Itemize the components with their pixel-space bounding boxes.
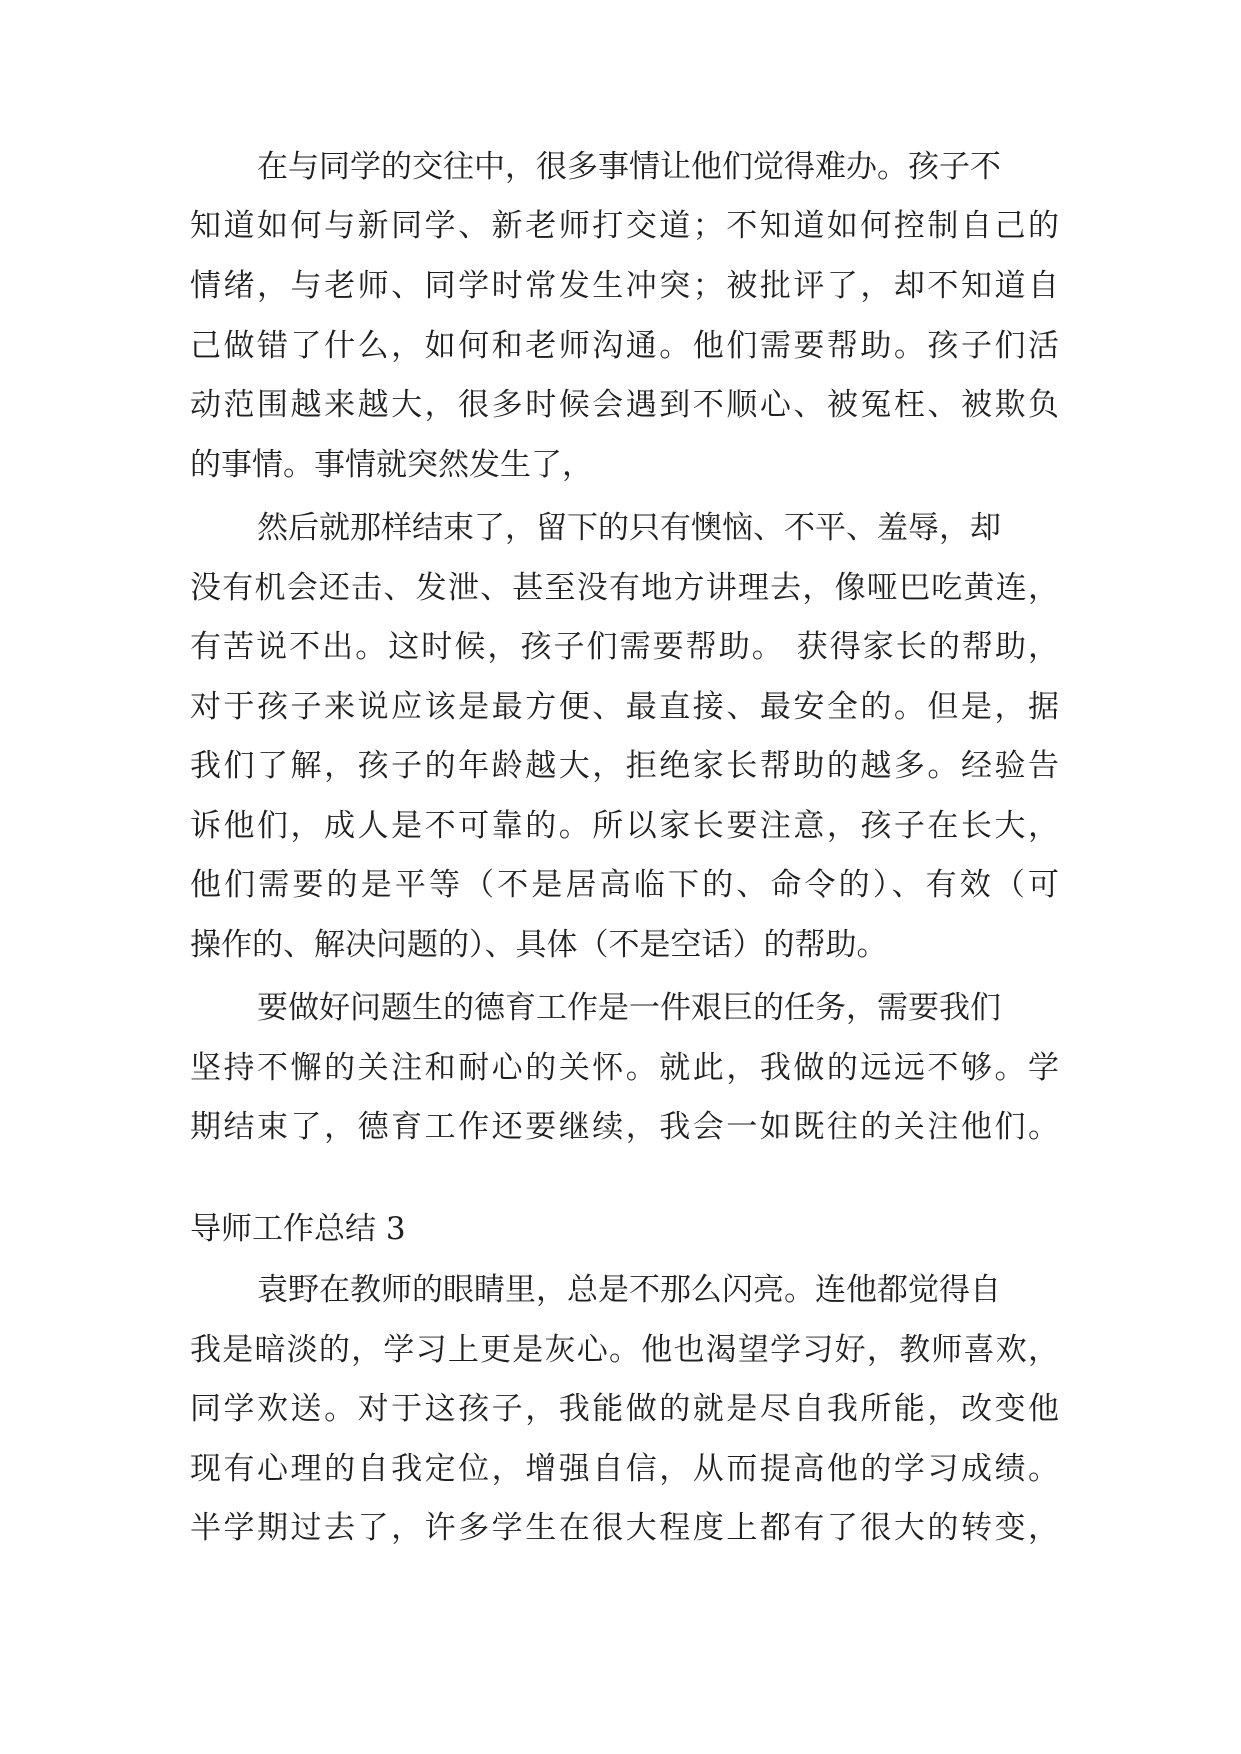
text-line	[0, 1260, 1241, 1320]
text-line	[0, 375, 1241, 435]
text-line	[0, 915, 1241, 975]
line-text: 期结束了，德育工作还要继续，我会一如既往的关注他们。	[190, 1109, 1059, 1145]
text-line	[0, 1379, 1241, 1439]
text-line	[0, 1320, 1241, 1380]
text-line	[0, 677, 1241, 737]
text-line	[0, 1439, 1241, 1499]
line-text: 我们了解，孩子的年龄越大，拒绝家长帮助的越多。经验告	[190, 748, 1059, 784]
text-line	[0, 1097, 1241, 1157]
line-text: 现有心理的自我定位，增强自信，从而提高他的学习成绩。	[190, 1451, 1059, 1487]
line-text: 对于孩子来说应该是最方便、最直接、最安全的。但是，据	[190, 689, 1059, 725]
line-text: 我是暗淡的，学习上更是灰心。他也渴望学习好，教师喜欢，	[190, 1332, 1059, 1368]
line-text: 半学期过去了，许多学生在很大程度上都有了很大的转变，	[190, 1510, 1059, 1546]
text-line	[0, 736, 1241, 796]
line-text: 有苦说不出。这时候，孩子们需要帮助。 获得家长的帮助，	[190, 629, 1059, 665]
line-text: 袁野在教师的眼睛里，总是不那么闪亮。连他都觉得自	[257, 1272, 1001, 1308]
section-heading	[0, 1199, 1241, 1259]
text-line	[0, 617, 1241, 677]
line-text: 的事情。事情就突然发生了，	[190, 447, 593, 483]
line-text: 他们需要的是平等（不是居高临下的、命令的）、有效（可	[190, 867, 1059, 903]
text-line	[0, 796, 1241, 856]
line-text: 坚持不懈的关注和耐心的关怀。就此，我做的远远不够。学	[190, 1050, 1059, 1086]
line-text: 情绪，与老师、同学时常发生冲突；被批评了，却不知道自	[190, 268, 1059, 304]
line-text: 没有机会还击、发泄、甚至没有地方讲理去，像哑巴吃黄连，	[190, 570, 1059, 606]
text-line	[0, 855, 1241, 915]
line-text: 己做错了什么，如何和老师沟通。他们需要帮助。孩子们活	[190, 328, 1059, 364]
line-text: 在与同学的交往中，很多事情让他们觉得难办。孩子不	[257, 149, 1001, 185]
line-text: 诉他们，成人是不可靠的。所以家长要注意，孩子在长大，	[190, 808, 1059, 844]
text-line	[0, 196, 1241, 256]
text-line	[0, 137, 1241, 197]
line-text: 要做好问题生的德育工作是一件艰巨的任务，需要我们	[257, 990, 1001, 1026]
line-text: 动范围越来越大，很多时候会遇到不顺心、被冤枉、被欺负	[190, 387, 1059, 423]
text-line	[0, 1038, 1241, 1098]
text-line	[0, 498, 1241, 558]
line-text: 同学欢送。对于这孩子，我能做的就是尽自我所能，改变他	[190, 1391, 1059, 1427]
line-text: 操作的、解决问题的）、具体（不是空话）的帮助。	[190, 927, 888, 963]
section-title: 导师工作总结 3	[190, 1211, 406, 1247]
text-line	[0, 558, 1241, 618]
text-line	[0, 316, 1241, 376]
line-text: 然后就那样结束了，留下的只有懊恼、不平、羞辱，却	[257, 510, 1001, 546]
line-text: 知道如何与新同学、新老师打交道；不知道如何控制自己的	[190, 208, 1059, 244]
text-line	[0, 435, 1241, 495]
text-line	[0, 256, 1241, 316]
text-line	[0, 978, 1241, 1038]
text-line	[0, 1498, 1241, 1558]
